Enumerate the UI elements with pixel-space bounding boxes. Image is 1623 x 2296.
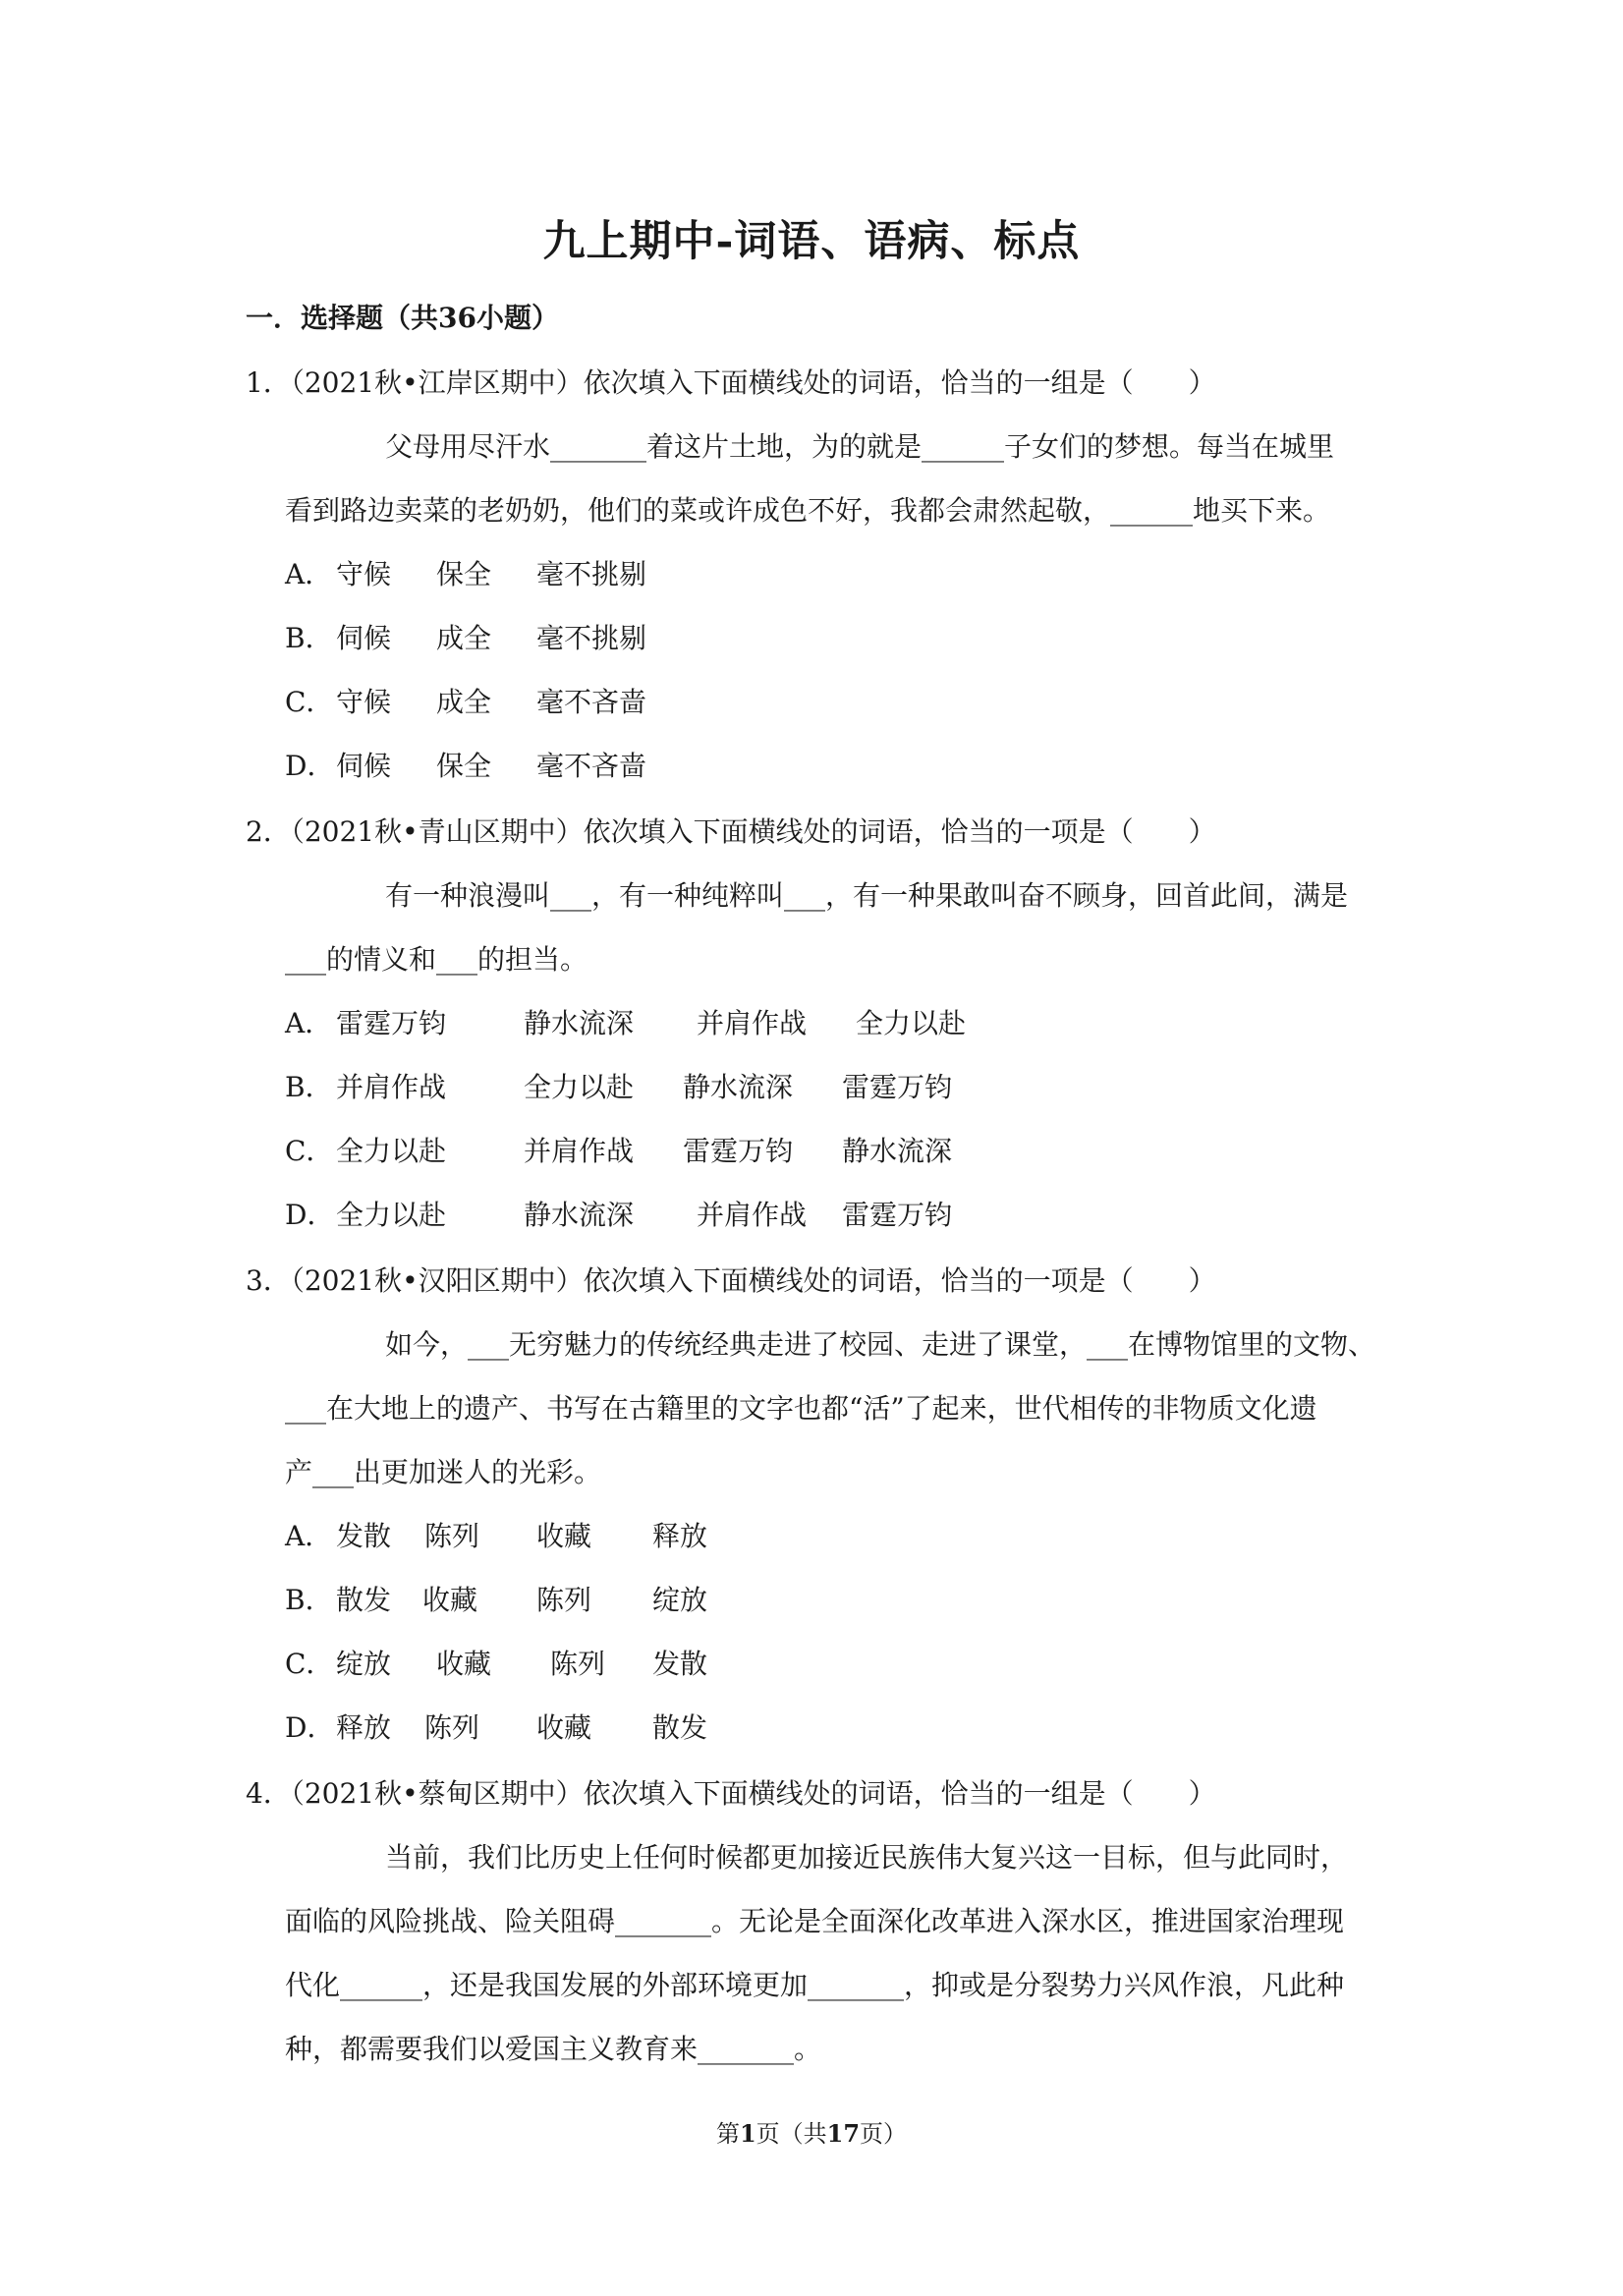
question-3-option-b[interactable]	[285, 1579, 707, 1618]
option-word: 静水流深	[683, 1071, 794, 1103]
question-1-option-b[interactable]	[285, 617, 646, 656]
option-word: 发散	[652, 1648, 708, 1680]
question-3-stem: 3．（2021秋•汉阳区期中）依次填入下面横线处的词语，恰当的一项是（ ）	[246, 1264, 1216, 1297]
option-word: 静水流深	[524, 1199, 635, 1231]
question-3-passage-line-1: 如今，___无穷魅力的传统经典走进了校园、走进了课堂，___在博物馆里的文物、	[385, 1328, 1376, 1361]
question-1-option-d[interactable]	[285, 745, 646, 784]
option-letter: A．	[285, 1520, 333, 1552]
option-word: 成全	[436, 686, 492, 718]
option-word: 收藏	[436, 1648, 492, 1680]
question-4-passage-line-4: 种，都需要我们以爱国主义教育来_______。	[285, 2033, 822, 2065]
option-word: 全力以赴	[856, 1007, 967, 1039]
question-3-option-d[interactable]	[285, 1707, 707, 1746]
footer-suffix: 页）	[860, 2120, 908, 2148]
question-3-passage-line-3: 产___出更加迷人的光彩。	[285, 1456, 602, 1488]
question-2-passage-line-1: 有一种浪漫叫___，有一种纯粹叫___，有一种果敢叫奋不顾身，回首此间，满是	[385, 879, 1349, 912]
option-word: 陈列	[536, 1584, 592, 1616]
option-letter: D．	[285, 1199, 335, 1231]
option-word: 毫不吝啬	[536, 686, 647, 718]
option-word: 保全	[436, 558, 492, 590]
question-3-passage-line-2: ___在大地上的遗产、书写在古籍里的文字也都“活”了起来，世代相传的非物质文化遗	[285, 1392, 1317, 1425]
footer-total-pages: 17	[826, 2119, 861, 2148]
footer-mid: 页（共	[756, 2120, 827, 2148]
question-4-stem: 4．（2021秋•蔡甸区期中）依次填入下面横线处的词语，恰当的一组是（ ）	[246, 1777, 1216, 1810]
question-4-passage-line-2: 面临的风险挑战、险关阻碍_______。无论是全面深化改革进入深水区，推进国家治理现	[285, 1905, 1345, 1937]
question-4-passage-line-1: 当前，我们比历史上任何时候都更加接近民族伟大复兴这一目标，但与此同时，	[385, 1841, 1349, 1874]
question-4-passage-line-3: 代化______，还是我国发展的外部环境更加_______，抑或是分裂势力兴风作浪，凡此种	[285, 1969, 1345, 2001]
option-word: 释放	[336, 1711, 392, 1744]
option-word: 并肩作战	[524, 1135, 635, 1167]
option-word: 静水流深	[842, 1135, 953, 1167]
option-letter: A．	[285, 1007, 333, 1039]
option-word: 散发	[652, 1711, 708, 1744]
option-letter: B．	[285, 1584, 333, 1616]
option-word: 发散	[336, 1520, 392, 1552]
option-word: 并肩作战	[697, 1007, 808, 1039]
option-word: 陈列	[424, 1711, 480, 1744]
option-letter: C．	[285, 1648, 334, 1680]
option-word: 毫不吝啬	[536, 750, 647, 782]
option-word: 雷霆万钧	[336, 1007, 447, 1039]
question-1-option-a[interactable]	[285, 553, 646, 592]
question-3-option-c[interactable]	[285, 1643, 707, 1682]
option-word: 绽放	[336, 1648, 392, 1680]
question-2-stem: 2．（2021秋•青山区期中）依次填入下面横线处的词语，恰当的一项是（ ）	[246, 815, 1216, 848]
option-word: 收藏	[536, 1520, 592, 1552]
option-word: 并肩作战	[336, 1071, 447, 1103]
option-word: 全力以赴	[524, 1071, 635, 1103]
option-word: 成全	[436, 622, 492, 654]
question-2-passage-line-2: ___的情义和___的担当。	[285, 943, 588, 976]
option-letter: D．	[285, 1711, 335, 1744]
footer-page-number: 1	[739, 2119, 756, 2148]
footer-prefix: 第	[715, 2120, 740, 2148]
page-footer	[0, 2114, 1623, 2149]
option-word: 守候	[336, 558, 392, 590]
question-1-stem: 1．（2021秋•江岸区期中）依次填入下面横线处的词语，恰当的一组是（ ）	[246, 366, 1216, 399]
question-1-passage-line-1: 父母用尽汗水_______着这片土地，为的就是______子女们的梦想。每当在城里	[385, 430, 1335, 463]
option-letter: C．	[285, 686, 334, 718]
option-letter: C．	[285, 1135, 334, 1167]
option-word: 毫不挑剔	[536, 622, 647, 654]
option-word: 静水流深	[524, 1007, 635, 1039]
option-word: 绽放	[652, 1584, 708, 1616]
option-letter: B．	[285, 622, 333, 654]
option-word: 伺候	[336, 622, 392, 654]
option-word: 雷霆万钧	[842, 1071, 953, 1103]
question-1-passage-line-2: 看到路边卖菜的老奶奶，他们的菜或许成色不好，我都会肃然起敬，______地买下来。	[285, 494, 1331, 527]
option-word: 守候	[336, 686, 392, 718]
question-2-option-d[interactable]	[285, 1194, 952, 1233]
question-2-option-c[interactable]	[285, 1130, 952, 1169]
option-word: 伺候	[336, 750, 392, 782]
option-word: 毫不挑剔	[536, 558, 647, 590]
option-letter: B．	[285, 1071, 333, 1103]
section-heading: 一．选择题（共36小题）	[246, 302, 559, 334]
option-word: 散发	[336, 1584, 392, 1616]
option-letter: D．	[285, 750, 335, 782]
option-word: 全力以赴	[336, 1199, 447, 1231]
option-word: 并肩作战	[697, 1199, 808, 1231]
question-2-option-b[interactable]	[285, 1066, 952, 1105]
option-word: 全力以赴	[336, 1135, 447, 1167]
option-word: 雷霆万钧	[842, 1199, 953, 1231]
option-letter: A．	[285, 558, 333, 590]
option-word: 收藏	[536, 1711, 592, 1744]
document-title: 九上期中-词语、语病、标点	[542, 217, 1081, 266]
option-word: 保全	[436, 750, 492, 782]
question-1-option-c[interactable]	[285, 681, 646, 720]
question-2-option-a[interactable]	[285, 1002, 966, 1041]
question-3-option-a[interactable]	[285, 1515, 707, 1554]
option-word: 陈列	[550, 1648, 606, 1680]
option-word: 收藏	[422, 1584, 478, 1616]
option-word: 陈列	[424, 1520, 480, 1552]
option-word: 释放	[652, 1520, 708, 1552]
option-word: 雷霆万钧	[683, 1135, 794, 1167]
